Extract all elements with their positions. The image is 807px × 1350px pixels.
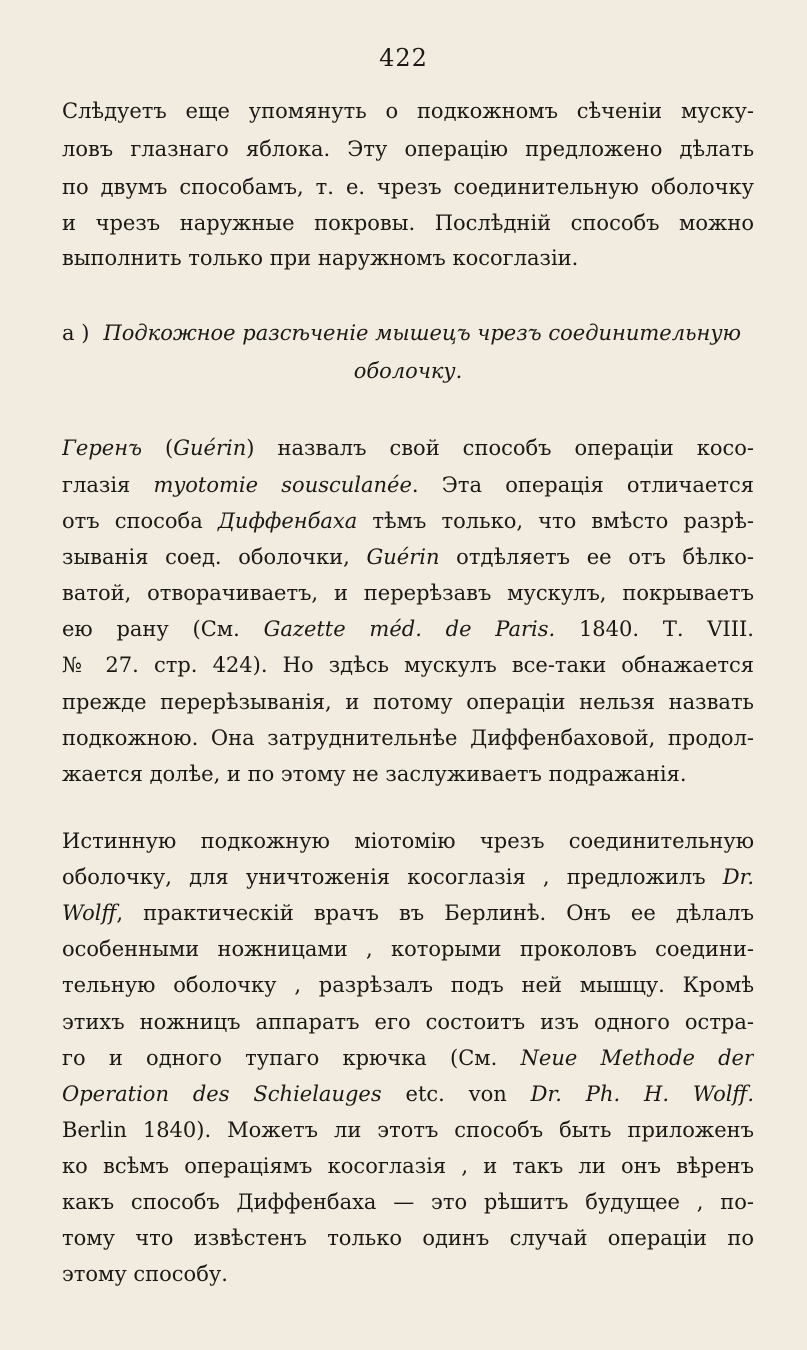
heading-text: Подкожное разсѣченіе мышецъ чрезъ соединительную xyxy=(103,321,742,345)
text-line: ватой, отворачиваетъ, и перерѣзавъ мускулъ, покрываетъ xyxy=(62,581,754,605)
text-line: этому способу. xyxy=(62,1262,228,1286)
text-line: выполнить только при наружномъ косоглазіи. xyxy=(62,246,579,270)
text-line xyxy=(62,614,754,644)
text-line xyxy=(62,470,754,500)
text-line: ко всѣмъ операціямъ косоглазія , и такъ ли онъ вѣренъ xyxy=(62,1154,754,1178)
text-line: прежде перерѣзыванія, и потому операціи нельзя назвать xyxy=(62,690,754,714)
citation: Gazette méd. de Paris. xyxy=(263,617,556,641)
citation: Operation des Schielauges xyxy=(62,1082,382,1106)
text-run: глазія xyxy=(62,473,154,497)
text-run: зыванія соед. оболочки, xyxy=(62,545,367,569)
author-name: Геренъ xyxy=(62,436,143,460)
text-line: этихъ ножницъ аппаратъ его состоитъ изъ одного остра- xyxy=(62,1010,754,1034)
text-run: ( xyxy=(142,436,174,460)
heading-line xyxy=(62,318,754,348)
author-name: Dr. xyxy=(722,865,754,889)
author-name: Guérin xyxy=(366,545,440,569)
citation: Neue Methode der xyxy=(520,1046,754,1070)
text-line xyxy=(62,898,754,928)
term: myotomie sousculanée xyxy=(153,473,412,497)
text-line: № 27. стр. 424). Но здѣсь мускулъ все-таки обнажается xyxy=(62,653,754,677)
text-run: . Эта операція отличается xyxy=(411,473,754,497)
text-run: отдѣляетъ ее отъ бѣлко- xyxy=(439,545,754,569)
text-run: ) назвалъ свой способъ операціи косо- xyxy=(246,436,754,460)
author-name: Dr. Ph. H. Wolff. xyxy=(530,1082,754,1106)
text-run: ею рану (См. xyxy=(62,617,264,641)
text-line: какъ способъ Диффенбаха — это рѣшитъ будущее , по- xyxy=(62,1190,754,1214)
page-number: 422 xyxy=(379,44,428,72)
heading-marker: a ) xyxy=(62,321,90,345)
text-run: го и одного тупаго крючка (См. xyxy=(62,1046,521,1070)
author-name: Wolff xyxy=(62,901,117,925)
text-line: особенными ножницами , которыми проколовъ соедини- xyxy=(62,937,754,961)
text-line xyxy=(62,862,754,892)
text-line: тельную оболочку , разрѣзалъ подъ ней мышцу. Кромѣ xyxy=(62,973,754,997)
author-name: Guérin xyxy=(173,436,247,460)
text-line xyxy=(62,433,754,463)
text-line: Истинную подкожную міотомію чрезъ соединительную xyxy=(62,829,754,853)
text-run: , практическій врачъ въ Берлинѣ. Онъ ее дѣлалъ xyxy=(116,901,754,925)
text-line: по двумъ способамъ, т. е. чрезъ соединительную оболочку xyxy=(62,175,754,199)
text-run: отъ способа xyxy=(62,509,218,533)
text-line: и чрезъ наружные покровы. Послѣдній способъ можно xyxy=(62,211,754,235)
text-line xyxy=(62,506,754,536)
text-run: оболочку, для уничтоженія косоглазія , предложилъ xyxy=(62,865,723,889)
text-run: etc. von xyxy=(381,1082,531,1106)
text-line: Berlin 1840). Можетъ ли этотъ способъ быть приложенъ xyxy=(62,1118,754,1142)
text-line xyxy=(62,1043,754,1073)
text-line: тому что извѣстенъ только одинъ случай операціи по xyxy=(62,1226,754,1250)
author-name: Диффенбаха xyxy=(217,509,358,533)
text-line xyxy=(62,542,754,572)
heading-line: оболочку. xyxy=(353,359,463,383)
text-line xyxy=(62,1079,754,1109)
text-line: ловъ глазнаго яблока. Эту операцію предложено дѣлать xyxy=(62,137,754,161)
text-line: подкожною. Она затруднительнѣе Диффенбаховой, продол- xyxy=(62,726,754,750)
text-run: 1840. Т. VIII. xyxy=(555,617,754,641)
text-line: Слѣдуетъ еще упомянуть о подкожномъ сѣченіи муску- xyxy=(62,99,754,123)
text-line: жается долѣе, и по этому не заслуживаетъ подражанія. xyxy=(62,762,687,786)
text-run: тѣмъ только, что вмѣсто разрѣ- xyxy=(357,509,754,533)
